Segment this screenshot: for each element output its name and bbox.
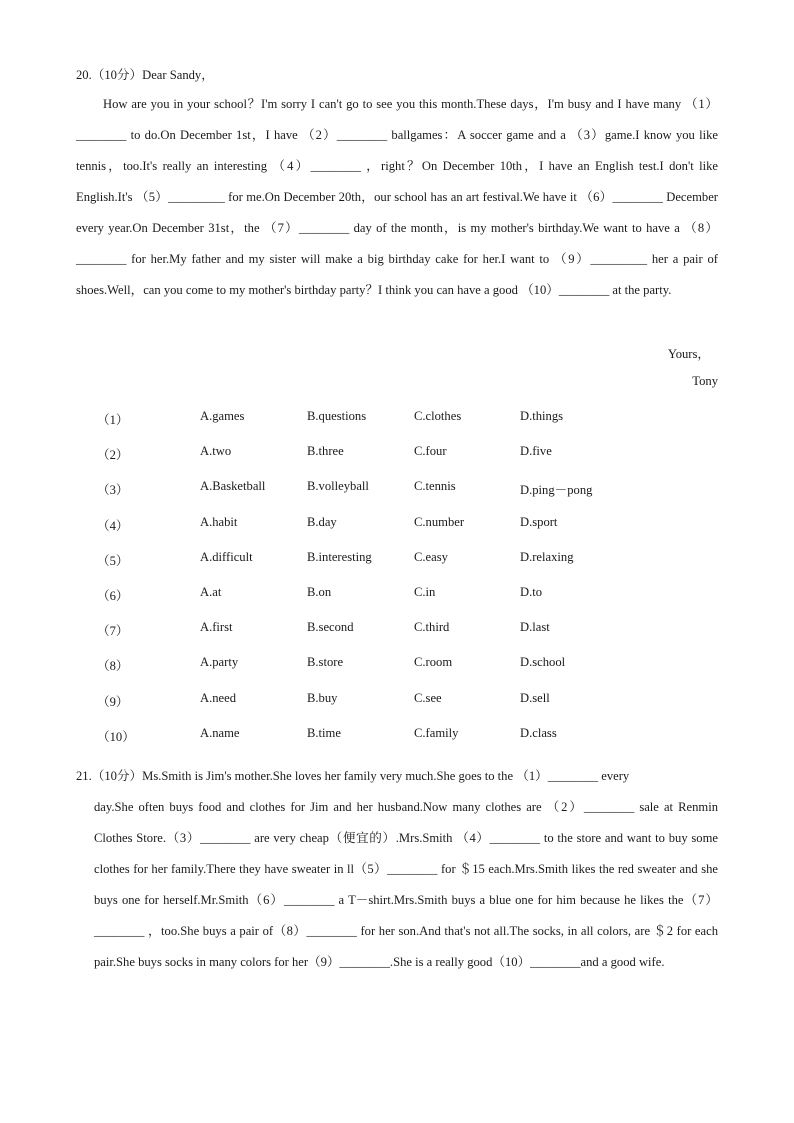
- option-row: [0, 444, 794, 464]
- option-row: [0, 409, 794, 429]
- option-c[interactable]: C.four: [414, 444, 447, 459]
- option-row: [0, 726, 794, 746]
- option-number: （3）: [97, 483, 129, 498]
- option-number: （9）: [97, 694, 129, 709]
- option-d[interactable]: D.to: [520, 585, 543, 599]
- option-c[interactable]: C.room: [414, 655, 453, 670]
- option-c[interactable]: C.third: [414, 620, 450, 635]
- option-b[interactable]: B.on: [307, 585, 332, 599]
- option-row: [0, 620, 794, 640]
- option-a[interactable]: A.party: [200, 655, 239, 670]
- option-c[interactable]: C.easy: [414, 549, 448, 564]
- option-a[interactable]: A.at: [200, 585, 222, 599]
- question-21-passage: day.She often buys food and clothes for Jim and her husband.Now many clothes are （2）________ sale at Renmin Clothes Store.（3）________ are very cheap（便宜的）.Mrs.Smith （4）________ to the store and want to buy some clothes for her family.There they have sweater in ll（5）________ for ＄15 each.Mrs.Smith likes the red sweater and she buys one for herself.Mr.Smith（6）________ a T－shirt.Mrs.Smith buys a blue one for him because he likes the（7）________ ，too.She buys a pair of（8）________ for her son.And that's not all.The socks, in all colors, are ＄2 for each pair.She buys socks in many colors for her（9）________.She is a really good（10）________and a good wife.: [94, 800, 718, 969]
- option-number: （6）: [97, 589, 129, 603]
- option-a[interactable]: A.two: [200, 444, 232, 459]
- option-c[interactable]: C.number: [414, 514, 465, 529]
- option-c[interactable]: C.clothes: [414, 409, 462, 423]
- option-number: （7）: [97, 624, 129, 639]
- option-d[interactable]: D.relaxing: [520, 549, 574, 564]
- option-a[interactable]: A.first: [200, 620, 233, 635]
- option-a[interactable]: A.name: [200, 725, 240, 740]
- letter-closing: Yours，: [667, 347, 710, 361]
- option-row: [0, 479, 794, 499]
- option-d[interactable]: D.school: [520, 655, 566, 670]
- option-a[interactable]: A.habit: [200, 514, 238, 529]
- option-c[interactable]: C.tennis: [414, 479, 456, 494]
- option-number: （2）: [97, 448, 129, 463]
- option-d[interactable]: D.sell: [520, 690, 550, 705]
- option-b[interactable]: B.store: [307, 655, 344, 670]
- question-20-header: 20.（10分）Dear Sandy，: [76, 68, 214, 82]
- option-d[interactable]: D.last: [520, 620, 550, 635]
- option-number: （1）: [97, 413, 129, 427]
- option-b[interactable]: B.day: [307, 514, 337, 529]
- option-number: （10）: [97, 729, 135, 744]
- option-d[interactable]: D.ping－pong: [520, 483, 593, 498]
- option-b[interactable]: B.questions: [307, 409, 367, 423]
- option-c[interactable]: C.family: [414, 725, 459, 740]
- option-d[interactable]: D.things: [520, 409, 564, 423]
- option-row: [0, 550, 794, 570]
- option-row: [0, 691, 794, 711]
- option-row: [0, 515, 794, 535]
- question-20-passage: How are you in your school？I'm sorry I can't go to see you this month.These days，I'm busy and I have many （1）________ to do.On December 1st，I have （2）________ ballgames：A soccer game and a （3）game.I know you like tennis，too.It's really an interesting （4）________ ，right？On December 10th，I have an English test.I don't like English.It's （5）_________ for me.On December 20th，our school has an art festival.We have it （6）________ December every year.On December 31st，the （7）________ day of the month，is my mother's birthday.We want to have a （8）________ for her.My father and my sister will make a big birthday cake for her.I want to （9）_________ her a pair of shoes.Well，can you come to my mother's birthday party？I think you can have a good （10）________ at the party.: [76, 97, 718, 297]
- option-row: [0, 585, 794, 605]
- option-a[interactable]: A.need: [200, 690, 237, 705]
- option-b[interactable]: B.volleyball: [307, 479, 369, 494]
- option-a[interactable]: A.Basketball: [200, 479, 266, 494]
- option-c[interactable]: C.in: [414, 585, 436, 599]
- option-number: （5）: [97, 553, 129, 568]
- option-b[interactable]: B.buy: [307, 690, 338, 705]
- letter-signature: Tony: [692, 374, 718, 388]
- option-number: （8）: [97, 659, 129, 674]
- question-21-header: 21.（10分）Ms.Smith is Jim's mother.She loves her family very much.She goes to the （1）________ every: [76, 769, 630, 783]
- option-a[interactable]: A.difficult: [200, 549, 253, 564]
- option-row: [0, 655, 794, 675]
- option-b[interactable]: B.interesting: [307, 549, 372, 564]
- option-d[interactable]: D.five: [520, 444, 552, 459]
- option-d[interactable]: D.class: [520, 725, 557, 740]
- option-a[interactable]: A.games: [200, 409, 245, 423]
- option-b[interactable]: B.three: [307, 444, 344, 459]
- option-number: （4）: [97, 518, 129, 533]
- option-c[interactable]: C.see: [414, 690, 442, 705]
- option-d[interactable]: D.sport: [520, 514, 558, 529]
- option-b[interactable]: B.time: [307, 725, 341, 740]
- option-b[interactable]: B.second: [307, 620, 354, 635]
